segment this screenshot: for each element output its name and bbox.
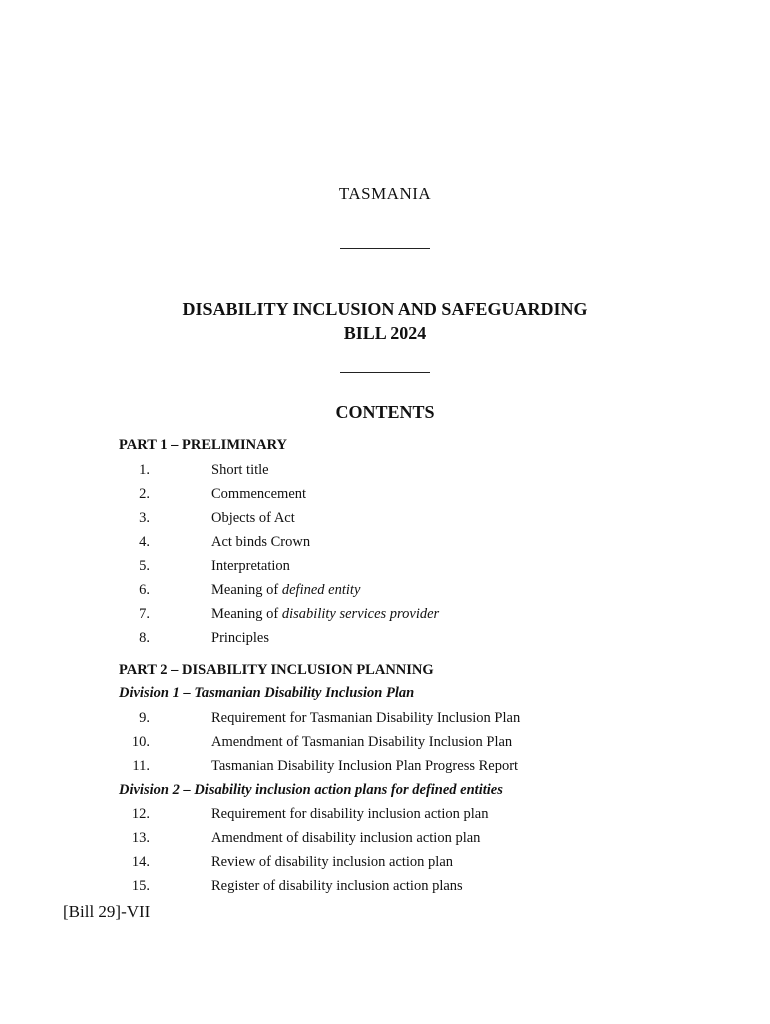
toc-entry[interactable] bbox=[0, 734, 770, 754]
toc-title: Amendment of disability inclusion action plan bbox=[211, 830, 481, 846]
bill-title-line1: DISABILITY INCLUSION AND SAFEGUARDING bbox=[182, 299, 588, 319]
toc-number: 7. bbox=[139, 606, 150, 622]
toc-entry[interactable] bbox=[0, 486, 770, 506]
toc-entry[interactable] bbox=[0, 558, 770, 578]
toc-title: Short title bbox=[211, 462, 269, 478]
toc-number: 10. bbox=[131, 734, 150, 750]
toc-number: 1. bbox=[139, 462, 150, 478]
toc-number: 15. bbox=[131, 878, 150, 894]
toc-title: Objects of Act bbox=[211, 510, 295, 526]
jurisdiction-heading: TASMANIA bbox=[338, 184, 432, 203]
toc-entry[interactable] bbox=[0, 878, 770, 898]
toc-entry[interactable] bbox=[0, 534, 770, 554]
toc-number: 13. bbox=[131, 830, 150, 846]
toc-entry[interactable] bbox=[0, 758, 770, 778]
toc-number: 2. bbox=[139, 486, 150, 502]
toc-entry[interactable] bbox=[0, 510, 770, 530]
toc-number: 12. bbox=[131, 806, 150, 822]
toc-title: Tasmanian Disability Inclusion Plan Progress Report bbox=[211, 758, 519, 774]
toc-entry[interactable] bbox=[0, 606, 770, 626]
division-heading: Division 2 – Disability inclusion action plans for defined entities bbox=[119, 782, 503, 798]
toc-title: Interpretation bbox=[211, 558, 290, 574]
part-heading: PART 2 – DISABILITY INCLUSION PLANNING bbox=[119, 662, 434, 678]
toc-number: 4. bbox=[139, 534, 150, 550]
toc-title: Requirement for disability inclusion action plan bbox=[211, 806, 489, 822]
separator-rule bbox=[340, 248, 430, 249]
toc-title: Meaning of defined entity bbox=[211, 582, 361, 598]
toc-title: Meaning of disability services provider bbox=[211, 606, 440, 622]
bill-title bbox=[0, 297, 770, 345]
toc-number: 5. bbox=[139, 558, 150, 574]
toc-entry[interactable] bbox=[0, 830, 770, 850]
toc-entry[interactable] bbox=[0, 806, 770, 826]
contents-heading: CONTENTS bbox=[335, 402, 435, 422]
toc-title: Principles bbox=[211, 630, 269, 646]
division-heading: Division 1 – Tasmanian Disability Inclusion Plan bbox=[119, 685, 415, 701]
toc-title: Requirement for Tasmanian Disability Inclusion Plan bbox=[211, 710, 521, 726]
toc-number: 11. bbox=[132, 758, 150, 774]
toc-number: 3. bbox=[139, 510, 150, 526]
toc-title: Register of disability inclusion action plans bbox=[211, 878, 463, 894]
toc-entry[interactable] bbox=[0, 630, 770, 650]
toc-title: Commencement bbox=[211, 486, 307, 502]
bill-reference: [Bill 29]-VII bbox=[63, 902, 151, 921]
toc-entry[interactable] bbox=[0, 582, 770, 602]
toc-title: Review of disability inclusion action plan bbox=[211, 854, 454, 870]
toc-title: Act binds Crown bbox=[211, 534, 311, 550]
toc-entry[interactable] bbox=[0, 854, 770, 874]
part-heading: PART 1 – PRELIMINARY bbox=[119, 437, 288, 453]
toc-number: 8. bbox=[139, 630, 150, 646]
toc-number: 9. bbox=[139, 710, 150, 726]
separator-rule bbox=[340, 372, 430, 373]
toc-number: 14. bbox=[131, 854, 150, 870]
toc-entry[interactable] bbox=[0, 462, 770, 482]
toc-number: 6. bbox=[139, 582, 150, 598]
toc-title: Amendment of Tasmanian Disability Inclusion Plan bbox=[211, 734, 513, 750]
bill-title-line2: BILL 2024 bbox=[343, 323, 427, 343]
toc-entry[interactable] bbox=[0, 710, 770, 730]
